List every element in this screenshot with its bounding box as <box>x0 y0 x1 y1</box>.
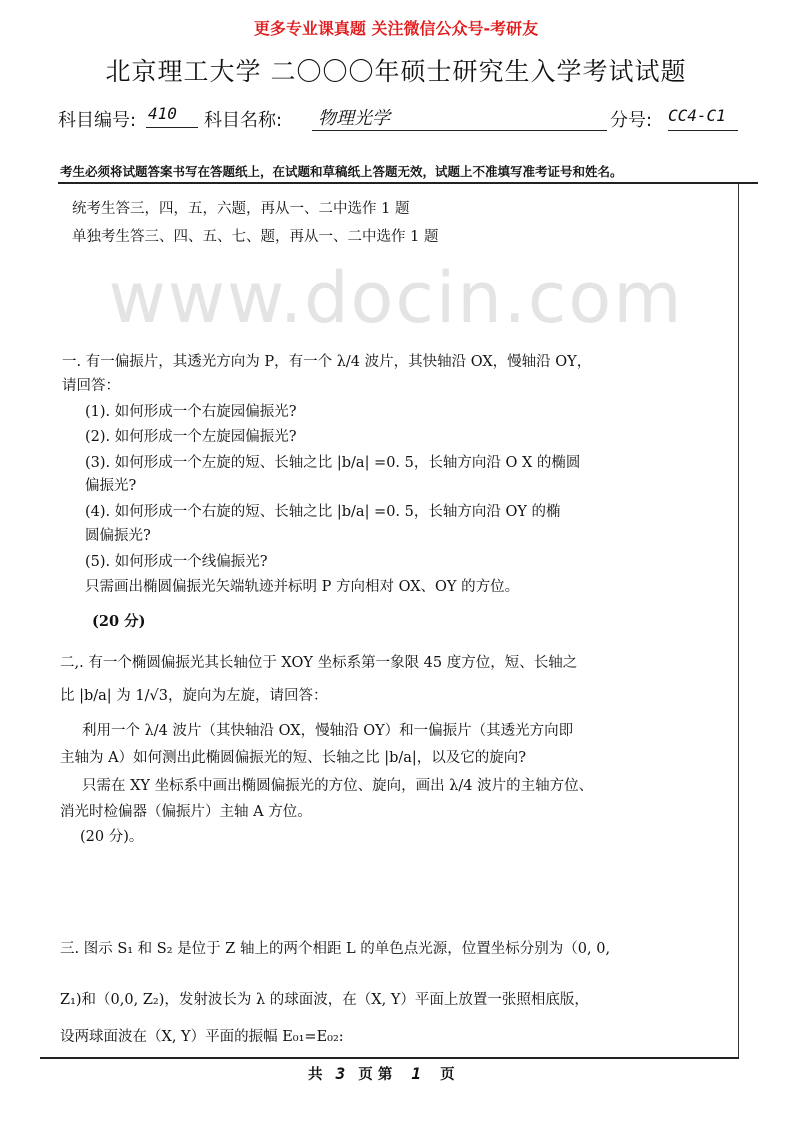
q1-note: 只需画出椭圆偏振光矢端轨迹并标明 P 方向相对 OX、OY 的方位。 <box>85 579 520 595</box>
watermark: www.docin.com <box>108 257 684 339</box>
footer-current-page: 1 <box>411 1064 422 1083</box>
q2-line: 只需在 XY 坐标系中画出椭圆偏振光的方位、旋向，画出 λ/4 波片的主轴方位、 <box>82 778 594 794</box>
exam-notice: 考生必须将试题答案书写在答题纸上，在试题和草稿纸上答题无效，试题上不准填写准考证号和姓名。 <box>60 164 623 179</box>
q3-line: 三. 图示 S₁ 和 S₂ 是位于 Z 轴上的两个相距 L 的单色点光源，位置坐标分别为（0, 0, <box>60 941 611 957</box>
subject-code: 410 <box>148 104 177 123</box>
q1-stem: 一. 有一偏振片，其透光方向为 P，有一个 λ/4 波片，其快轴沿 OX，慢轴沿 OY， <box>62 354 592 370</box>
q1-item: (1). 如何形成一个右旋园偏振光? <box>85 404 297 420</box>
q2-line: 消光时检偏器（偏振片）主轴 A 方位。 <box>60 804 312 820</box>
subject-code-label: 科目编号: <box>58 110 137 131</box>
footer-page-label: 页 第 <box>358 1066 393 1083</box>
q2-line: 二,. 有一个椭圆偏振光其长轴位于 XOY 坐标系第一象限 45 度方位，短、长轴之 <box>60 655 578 671</box>
q1-item: 偏振光? <box>85 478 137 494</box>
q1-item: (5). 如何形成一个线偏振光? <box>85 554 268 570</box>
q1-stem: 请回答： <box>62 378 120 394</box>
q3-line: Z₁)和（0,0, Z₂)，发射波长为 λ 的球面波，在（X, Y）平面上放置一张照相底版， <box>60 992 589 1008</box>
q2-line: 主轴为 A）如何测出此椭圆偏振光的短、长轴之比 |b/a|，以及它的旋向? <box>60 750 527 766</box>
q2-line: 比 |b/a| 为 1/√3，旋向为左旋，请回答： <box>60 688 328 704</box>
q1-item: (2). 如何形成一个左旋园偏振光? <box>85 429 297 445</box>
instruction-line: 单独考生答三、四、五、七、题，再从一、二中选作 1 题 <box>72 229 439 245</box>
q2-score: (20 分)。 <box>80 829 144 845</box>
footer-total-label: 共 <box>308 1066 323 1083</box>
instruction-line: 统考生答三，四，五，六题，再从一、二中选作 1 题 <box>72 201 410 217</box>
q2-line: 利用一个 λ/4 波片（其快轴沿 OX，慢轴沿 OY）和一偏振片（其透光方向即 <box>82 723 574 739</box>
footer-page-end: 页 <box>440 1066 455 1083</box>
footer-total-pages: 3 <box>335 1064 346 1083</box>
subject-name-label: 科目名称: <box>204 110 283 131</box>
q1-score: (20 分) <box>92 613 146 630</box>
q3-line: 设两球面波在（X, Y）平面的振幅 E₀₁=E₀₂: <box>60 1029 344 1045</box>
q1-item: (3). 如何形成一个左旋的短、长轴之比 |b/a| =0. 5，长轴方向沿 O X 的椭圆 <box>85 455 581 471</box>
promo-banner: 更多专业课真题 关注微信公众号-考研友 <box>253 19 539 38</box>
page-footer <box>308 1063 455 1084</box>
exam-title: 北京理工大学 二〇〇〇年硕士研究生入学考试试题 <box>105 57 687 86</box>
q1-item: (4). 如何形成一个右旋的短、长轴之比 |b/a| =0. 5，长轴方向沿 OY 的椭 <box>85 504 561 520</box>
q1-item: 圆偏振光? <box>85 528 151 544</box>
subject-name: 物理光学 <box>318 108 390 129</box>
part-no: CC4-C1 <box>668 106 726 125</box>
part-no-label: 分号: <box>610 110 653 131</box>
